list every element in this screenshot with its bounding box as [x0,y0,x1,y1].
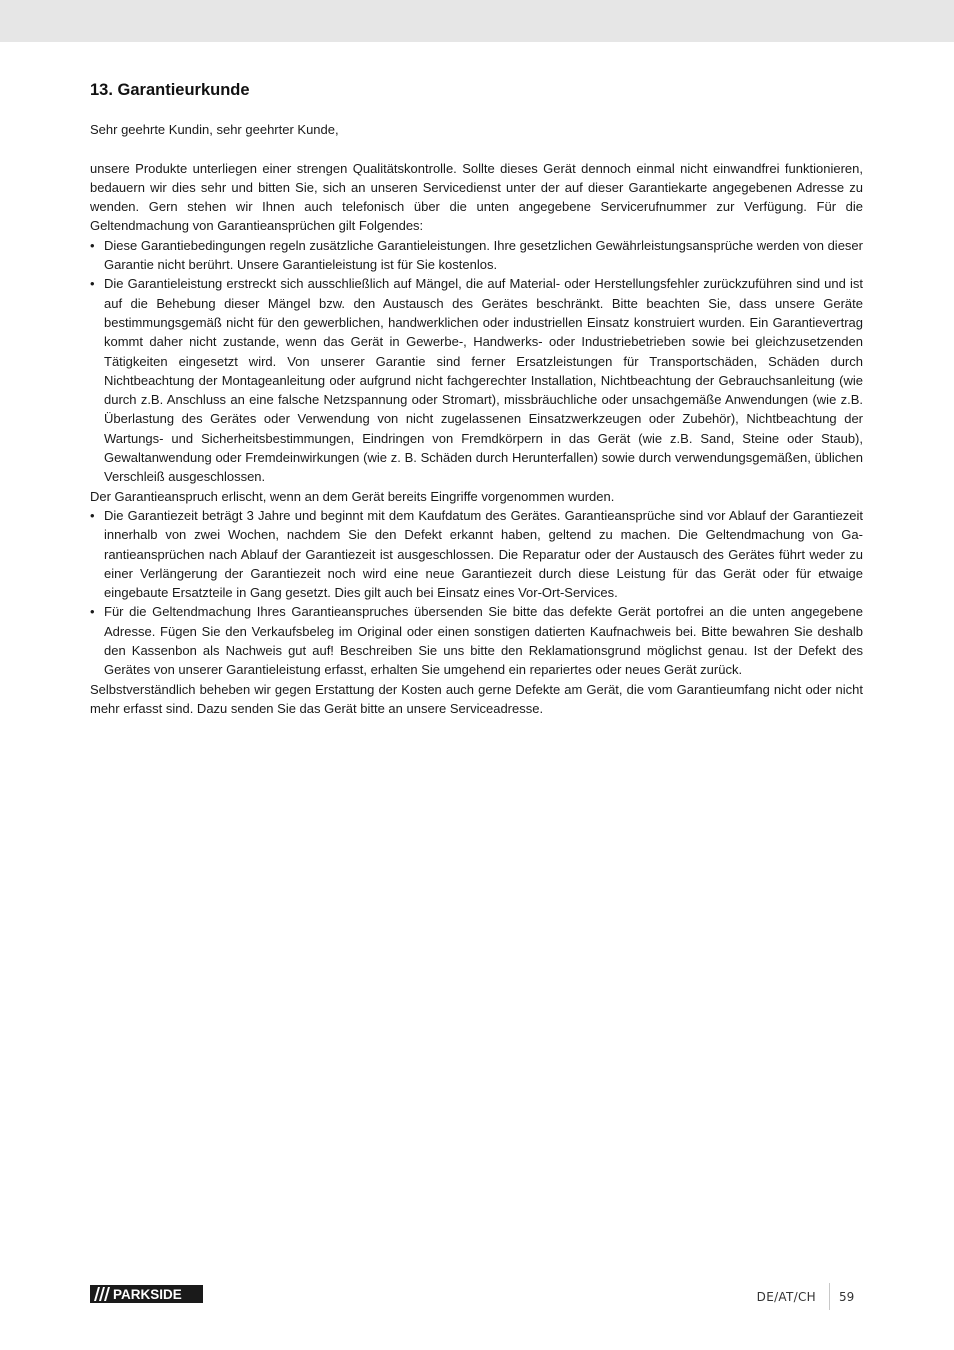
list-item-text: Die Garantieleistung erstreckt sich ausschließlich auf Mängel, die auf Material- oder Herstellungsfehler zurückzuführen sind und ist auf die Behebung dieser Mängel bzw. den Austausch des Gerätes beschränkt. Bitte beachten Sie, dass unsere Geräte bestimmungsgemäß nicht für den gewerblichen, handwerklichen oder industriellen Einsatz konstruiert wurden. Ein Garantievertrag kommt daher nicht zustande, wenn das Gerät in Gewerbe-, Handwerks- oder Industriebetrieben sowie bei gleichzusetzenden Tätigkeiten eingesetzt wird. Von unserer Garantie sind ferner Ersatzleistungen für Transportschäden, Schäden durch Nichtbeachtung der Montageanleitung oder aufgrund nicht fachgerechter Installation, Nichtbeachtung der Gebrauchsanleitung (wie durch z.B. Anschluss an eine falsche Netzspannung oder Stromart), missbräuchliche oder unsachgemäße Anwendungen (wie z.B. Überlastung des Gerätes oder Verwendung von nicht zugelassenen Einsatzwerkzeugen oder Zubehör), Nichtbeachtung der Wartungs- und Sicherheitsbestimmungen, Eindringen von Fremdkörpern in das Gerät (wie z.B. Sand, Steine oder Staub), Gewaltanwendung oder Fremdeinwirkungen (wie z. B. Schäden durch Herunterfallen) sowie durch verwendungsgemäßen, üblichen Verschleiß ausgeschlossen. [104,276,863,485]
middle-paragraph: Der Garantieanspruch erlischt, wenn an dem Gerät bereits Eingriffe vorgenommen wurden. [90,488,615,504]
list-item [90,274,863,486]
salutation: Sehr geehrte Kundin, sehr geehrter Kunde, [90,122,339,137]
logo-wordmark: PARKSIDE [113,1287,182,1302]
footer-divider [829,1283,830,1310]
list-item-text: Die Garantiezeit beträgt 3 Jahre und beginnt mit dem Kaufdatum des Gerätes. Garantieansprüche sind vor Ablauf der Garantiezeit innerhalb von zwei Wochen, nachdem Sie den Defekt erkannt haben, geltend zu machen. Die Geltendmachung von Garantieansprüchen nach Ablauf der Garantiezeit ist ausgeschlossen. Die Reparatur oder der Austausch des Gerätes führt weder zu einer Verlängerung der Garantiezeit noch wird eine neue Garantiezeit durch diese Leistung für das Gerät oder für etwaige eingebaute Ersatzteile in Gang gesetzt. Dies gilt auch bei Einsatz eines Vor-Ort-Services. [104,507,863,601]
bullet-marker: • [90,507,95,523]
list-item [90,236,863,275]
bullet-list-a [90,236,863,487]
bullet-marker: • [90,604,95,620]
footer-region: DE/AT/CH [756,1290,816,1304]
page-number: 59 [839,1290,855,1304]
bullet-marker: • [90,237,95,253]
section-heading: 13. Garantieurkunde [90,81,250,99]
intro-paragraph: unsere Produkte unterliegen einer strengen Qualitätskontrolle. Sollte dieses Gerät dennoch einmal nicht einwandfrei funktionieren, bedauern wir dies sehr und bitten Sie, sich an unseren Servicedienst unter der auf dieser Garantiekarte angegebenen Adresse zu wenden. Gern stehen wir Ihnen auch telefonisch über die unten angegebene Servicerufnummer zur Verfügung. Für die Geltendmachung von Garantieansprüchen gilt Folgendes: [90,160,863,234]
list-item-text: Für die Geltendmachung Ihres Garantieanspruches übersenden Sie bitte das defekte Gerät portofrei an die unten angegebene Adresse. Fügen Sie den Verkaufsbeleg im Original oder einen sonstigen datierten Kaufnachweis bei. Bitte bewahren Sie deshalb den Kassenbon als Nachweis gut auf! Beschreiben Sie uns bitte den Reklamationsgrund möglichst genau. Ist der Defekt des Gerätes von unserer Garantieleistung erfasst, erhalten Sie umgehend ein repariertes oder neues Gerät zurück. [104,604,863,678]
page-header-band [0,0,954,42]
document-body [90,80,863,718]
list-item [90,506,863,602]
bullet-marker: • [90,276,95,292]
closing-paragraph: Selbstverständlich beheben wir gegen Erstattung der Kosten auch gerne Defekte am Gerät, die vom Garantieumfang nicht oder nicht mehr erfasst sind. Dazu senden Sie das Gerät bitte an unsere Serviceadresse. [90,681,863,716]
bullet-list-b [90,506,863,680]
parkside-logo [90,1285,203,1303]
list-item-text: Diese Garantiebedingungen regeln zusätzliche Garantieleistungen. Ihre gesetzlichen Gewährleistungsansprüche werden von dieser Garantie nicht berührt. Unsere Garantieleistung ist für Sie kostenlos. [104,237,863,273]
list-item [90,602,863,679]
